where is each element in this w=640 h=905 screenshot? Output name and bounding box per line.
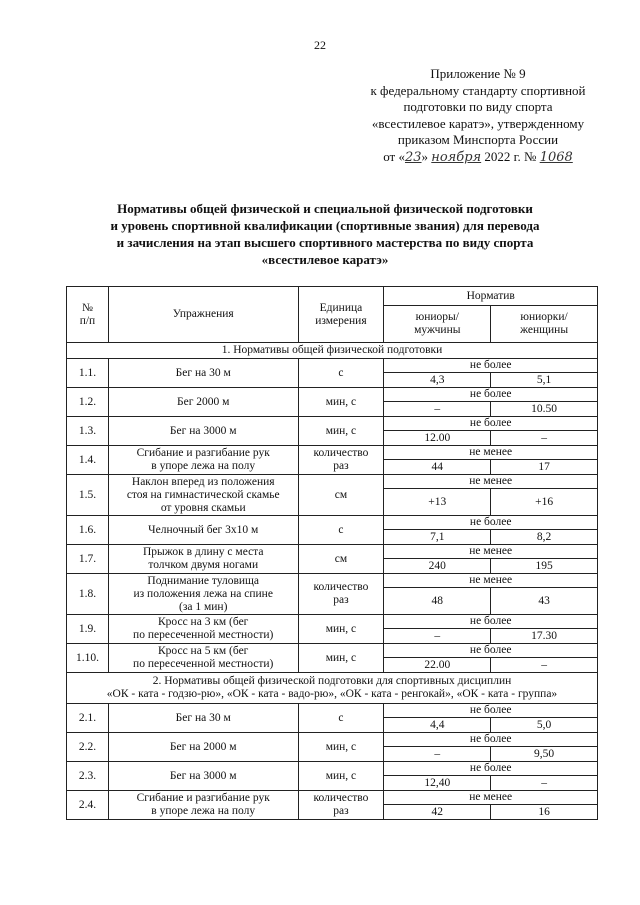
- table-row: [67, 417, 598, 431]
- row-number: 1.5.: [67, 475, 109, 516]
- row-unit: количество раз: [298, 791, 384, 820]
- table-row: [67, 733, 598, 747]
- row-number: 1.1.: [67, 359, 109, 388]
- row-unit: мин, с: [298, 417, 384, 446]
- table-row: [67, 574, 598, 588]
- title-line-2: и уровень спортивной квалификации (спортивные звания) для перевода: [110, 218, 540, 233]
- row-value-female: –: [491, 431, 598, 446]
- row-unit: мин, с: [298, 644, 384, 673]
- row-value-female: 17: [491, 460, 598, 475]
- title-line-4: «всестилевое каратэ»: [261, 252, 389, 267]
- row-number: 2.4.: [67, 791, 109, 820]
- table-row: [67, 704, 598, 718]
- row-number: 1.8.: [67, 574, 109, 615]
- row-value-female: –: [491, 658, 598, 673]
- row-value-female: 5,1: [491, 373, 598, 388]
- row-value-female: 10.50: [491, 402, 598, 417]
- row-value-female: +16: [491, 489, 598, 516]
- row-condition: не более: [384, 417, 598, 431]
- date-prefix: от «: [383, 148, 405, 164]
- title-line-1: Нормативы общей физической и специальной физической подготовки: [117, 201, 533, 216]
- table-row: [67, 359, 598, 373]
- row-condition: не более: [384, 359, 598, 373]
- row-value-male: 4,3: [384, 373, 491, 388]
- row-number: 2.2.: [67, 733, 109, 762]
- table-row: [67, 388, 598, 402]
- row-number: 2.3.: [67, 762, 109, 791]
- header-number: № п/п: [67, 287, 109, 343]
- row-value-male: 4,4: [384, 718, 491, 733]
- row-exercise: Бег на 30 м: [108, 704, 298, 733]
- row-value-male: 12.00: [384, 431, 491, 446]
- date-mid: »: [421, 148, 432, 164]
- row-exercise: Бег на 2000 м: [108, 733, 298, 762]
- row-exercise: Поднимание туловища из положения лежа на спине (за 1 мин): [108, 574, 298, 615]
- row-value-female: 8,2: [491, 530, 598, 545]
- appendix-line-1: Приложение № 9: [430, 66, 526, 81]
- header-female: юниорки/ женщины: [491, 306, 598, 343]
- row-condition: не менее: [384, 574, 598, 588]
- appendix-block: [348, 66, 608, 166]
- header-exercise: Упражнения: [108, 287, 298, 343]
- row-number: 1.7.: [67, 545, 109, 574]
- row-exercise: Сгибание и разгибание рук в упоре лежа на полу: [108, 791, 298, 820]
- table-row: [67, 644, 598, 658]
- section-1-heading: 1. Нормативы общей физической подготовки: [67, 343, 598, 359]
- row-value-female: 16: [491, 805, 598, 820]
- row-condition: не менее: [384, 791, 598, 805]
- row-value-male: –: [384, 402, 491, 417]
- row-unit: мин, с: [298, 762, 384, 791]
- row-value-male: 240: [384, 559, 491, 574]
- row-number: 1.9.: [67, 615, 109, 644]
- row-exercise: Бег на 3000 м: [108, 762, 298, 791]
- row-condition: не более: [384, 644, 598, 658]
- row-condition: не менее: [384, 446, 598, 460]
- row-unit: с: [298, 516, 384, 545]
- header-unit: Единица измерения: [298, 287, 384, 343]
- row-unit: с: [298, 359, 384, 388]
- appendix-line-3: подготовки по виду спорта: [403, 99, 553, 114]
- row-condition: не более: [384, 762, 598, 776]
- row-number: 2.1.: [67, 704, 109, 733]
- row-unit: количество раз: [298, 574, 384, 615]
- appendix-line-4: «всестилевое каратэ», утвержденному: [371, 115, 585, 131]
- row-unit: см: [298, 545, 384, 574]
- row-value-male: 48: [384, 588, 491, 615]
- row-unit: количество раз: [298, 446, 384, 475]
- row-number: 1.3.: [67, 417, 109, 446]
- norms-table: [66, 286, 598, 820]
- table-row: [67, 475, 598, 489]
- row-exercise: Сгибание и разгибание рук в упоре лежа на полу: [108, 446, 298, 475]
- table-row: [67, 516, 598, 530]
- table-row: [67, 545, 598, 559]
- row-value-male: 42: [384, 805, 491, 820]
- row-value-female: –: [491, 776, 598, 791]
- row-exercise: Кросс на 3 км (бег по пересеченной местности): [108, 615, 298, 644]
- row-value-female: 17.30: [491, 629, 598, 644]
- row-value-male: 22.00: [384, 658, 491, 673]
- row-condition: не более: [384, 516, 598, 530]
- row-unit: с: [298, 704, 384, 733]
- date-year: 2022 г. №: [481, 148, 540, 164]
- row-condition: не более: [384, 704, 598, 718]
- row-value-female: 9,50: [491, 747, 598, 762]
- row-condition: не менее: [384, 545, 598, 559]
- header-norm: Норматив: [384, 287, 598, 306]
- row-condition: не более: [384, 615, 598, 629]
- table-row: [67, 762, 598, 776]
- row-condition: не более: [384, 388, 598, 402]
- page-number: 22: [314, 38, 326, 52]
- row-unit: мин, с: [298, 615, 384, 644]
- row-value-female: 43: [491, 588, 598, 615]
- row-number: 1.10.: [67, 644, 109, 673]
- title-line-3: и зачисления на этап высшего спортивного мастерства по виду спорта: [116, 235, 534, 250]
- row-value-male: –: [384, 747, 491, 762]
- row-value-male: +13: [384, 489, 491, 516]
- appendix-line-2: к федеральному стандарту спортивной: [370, 82, 586, 98]
- row-unit: мин, с: [298, 733, 384, 762]
- row-value-male: 44: [384, 460, 491, 475]
- row-number: 1.2.: [67, 388, 109, 417]
- row-value-female: 5,0: [491, 718, 598, 733]
- appendix-date-line: [348, 149, 608, 167]
- row-number: 1.4.: [67, 446, 109, 475]
- order-number: 1068: [539, 149, 573, 165]
- row-exercise: Челночный бег 3x10 м: [108, 516, 298, 545]
- appendix-line-5: приказом Минспорта России: [397, 132, 559, 147]
- row-value-male: –: [384, 629, 491, 644]
- row-value-female: 195: [491, 559, 598, 574]
- row-exercise: Бег на 30 м: [108, 359, 298, 388]
- row-value-male: 7,1: [384, 530, 491, 545]
- row-number: 1.6.: [67, 516, 109, 545]
- row-exercise: Наклон вперед из положения стоя на гимнастической скамье от уровня скамьи: [108, 475, 298, 516]
- row-condition: не более: [384, 733, 598, 747]
- section-2-heading: 2. Нормативы общей физической подготовки для спортивных дисциплин «ОК - ката - годзю-рю», «ОК - ката - вадо-рю», «ОК - ката - ренгокай», «ОК - ката - группа»: [67, 673, 598, 704]
- row-exercise: Прыжок в длину с места толчком двумя ногами: [108, 545, 298, 574]
- date-day: 23: [404, 149, 422, 165]
- table-row: [67, 615, 598, 629]
- table-row: [67, 446, 598, 460]
- row-unit: мин, с: [298, 388, 384, 417]
- document-title: [60, 200, 590, 268]
- row-condition: не менее: [384, 475, 598, 489]
- row-value-male: 12,40: [384, 776, 491, 791]
- row-unit: см: [298, 475, 384, 516]
- date-month: ноября: [431, 149, 482, 165]
- row-exercise: Кросс на 5 км (бег по пересеченной местности): [108, 644, 298, 673]
- row-exercise: Бег 2000 м: [108, 388, 298, 417]
- table-row: [67, 791, 598, 805]
- header-male: юниоры/ мужчины: [384, 306, 491, 343]
- row-exercise: Бег на 3000 м: [108, 417, 298, 446]
